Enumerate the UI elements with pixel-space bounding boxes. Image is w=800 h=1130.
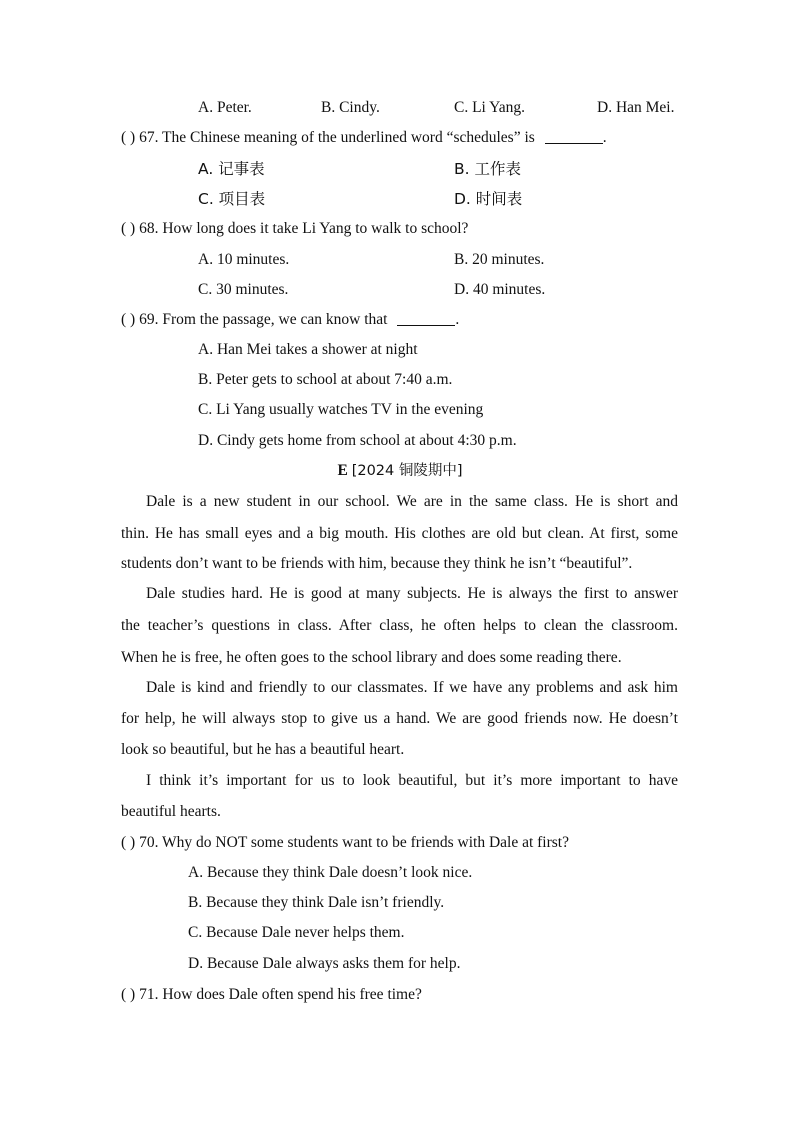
question-stem: 69. From the passage, we can know that (139, 311, 388, 328)
question-stem: 70. Why do NOT some students want to be friends with Dale at first? (139, 834, 569, 851)
q66-option-b: B. Cindy. (321, 99, 380, 116)
answer-paren: ( ) (121, 129, 136, 146)
q67-option-a: A. 记事表 (198, 160, 265, 178)
answer-paren: ( ) (121, 986, 136, 1003)
answer-paren: ( ) (121, 311, 136, 328)
q66-option-c: C. Li Yang. (454, 99, 526, 116)
q68-option-a: A. 10 minutes. (198, 251, 290, 268)
q69-option-b: B. Peter gets to school at about 7:40 a.m. (198, 371, 453, 388)
q70-option-b: B. Because they think Dale isn’t friendly. (188, 894, 445, 911)
passage-p2-line-2: the teacher’s questions in class. After class, he often helps to clean the classroom. (121, 617, 678, 634)
q68-option-c: C. 30 minutes. (198, 281, 289, 298)
q70-option-a: A. Because they think Dale doesn’t look nice. (188, 864, 473, 881)
q68-option-d: D. 40 minutes. (454, 281, 546, 298)
q69-option-c: C. Li Yang usually watches TV in the evening (198, 401, 484, 418)
passage-p3-line-3: look so beautiful, but he has a beautiful heart. (121, 741, 405, 758)
q67-option-c: C. 项目表 (198, 190, 266, 208)
passage-p1-line-3: students don’t want to be friends with him, because they think he isn’t “beautiful”. (121, 555, 633, 572)
section-title (0, 461, 800, 481)
passage-p1-line-2: thin. He has small eyes and a big mouth. His clothes are old but clean. At first, some (121, 525, 678, 542)
section-source: [2024 铜陵期中] (351, 463, 463, 479)
q69-option-d: D. Cindy gets home from school at about 4:30 p.m. (198, 432, 517, 449)
q70-option-c: C. Because Dale never helps them. (188, 924, 405, 941)
q69-option-a: A. Han Mei takes a shower at night (198, 341, 418, 358)
passage-p2-line-1: Dale studies hard. He is good at many subjects. He is always the first to answer (146, 585, 678, 602)
passage-p2-line-3: When he is free, he often goes to the school library and does some reading there. (121, 649, 622, 666)
q70-option-d: D. Because Dale always asks them for help. (188, 955, 461, 972)
q68-option-b: B. 20 minutes. (454, 251, 545, 268)
section-letter: E (337, 462, 348, 479)
passage-p1-line-1: Dale is a new student in our school. We are in the same class. He is short and (146, 493, 678, 510)
answer-blank (397, 311, 455, 326)
question-69 (121, 310, 459, 330)
q67-option-d: D. 时间表 (454, 190, 523, 208)
answer-paren: ( ) (121, 834, 136, 851)
q66-option-d: D. Han Mei. (597, 99, 675, 116)
question-stem: 67. The Chinese meaning of the underlined word “schedules” is (139, 129, 535, 146)
q66-option-a: A. Peter. (198, 99, 252, 116)
answer-blank (545, 129, 603, 144)
stem-end: . (602, 129, 607, 146)
passage-p4-line-1: I think it’s important for us to look beautiful, but it’s more important to have (146, 772, 678, 789)
answer-paren: ( ) (121, 220, 136, 237)
question-71 (121, 985, 422, 1005)
stem-end: . (455, 311, 460, 328)
question-67 (121, 128, 607, 148)
question-stem: 71. How does Dale often spend his free time? (139, 986, 422, 1003)
question-stem: 68. How long does it take Li Yang to walk to school? (139, 220, 469, 237)
passage-p3-line-1: Dale is kind and friendly to our classmates. If we have any problems and ask him (146, 679, 678, 696)
passage-p4-line-2: beautiful hearts. (121, 803, 221, 820)
passage-p3-line-2: for help, he will always stop to give us a hand. We are good friends now. He doesn’t (121, 710, 678, 727)
question-68 (121, 219, 468, 239)
q67-option-b: B. 工作表 (454, 160, 521, 178)
question-70 (121, 833, 569, 853)
